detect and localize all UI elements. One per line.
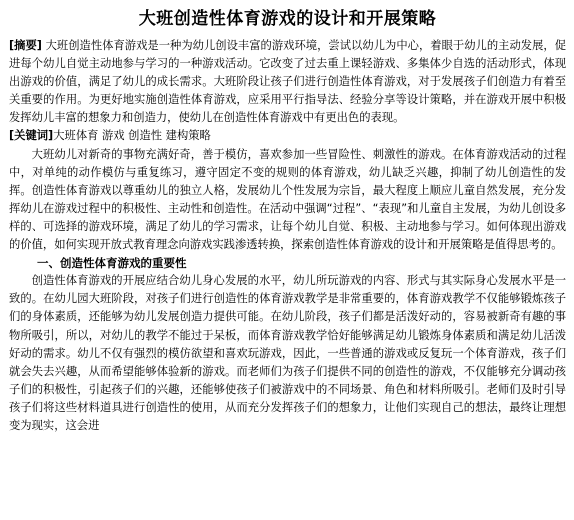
document-title: 大班创造性体育游戏的设计和开展策略 <box>138 9 437 29</box>
abstract-label: [摘要] <box>9 39 42 52</box>
keywords-text: 大班体育 游戏 创造性 建构策略 <box>53 129 211 143</box>
abstract-paragraph <box>9 37 566 127</box>
section-heading-importance: 一、创造性体育游戏的重要性 <box>37 256 187 271</box>
section-paragraph-importance: 创造性体育游戏的开展应结合幼儿身心发展的水平，幼儿所玩游戏的内容、形式与其实际身心发展水平是一致的。在幼儿园大班阶段，对孩子们进行创造性的体育游戏教学是非常重要的，体育游戏教学不仅能够锻炼孩子们的身体素质，还能够为幼儿发展创造力提供可能。在幼儿阶段，孩子们都是活泼好动的，容易被新奇有趣的事物所吸引，所以，对幼儿的教学不能过于呆板，而体育游戏教学恰好能够满足幼儿锻炼身体素质和满足幼儿活泼好动的需求。幼儿不仅有强烈的模仿欲望和喜欢玩游戏，因此，一些普通的游戏或反复玩一个体育游戏，孩子们就会失去兴趣，从而希望能够体验新的游戏。而老师们为孩子们提供不同的创造性的游戏，不仅能够充分调动孩子们的积极性，引起孩子们的兴趣，还能够使孩子们被游戏中的不同场景、角色和材料所吸引。老师们及时引导孩子们将这些材料道具进行创造性的使用，从而充分发挥孩子们的想象力，让他们实现自己的想法，最终让理想变为现实，这会进 <box>9 274 566 432</box>
keywords-label: [关键词] <box>9 129 54 143</box>
keywords-paragraph <box>9 127 566 145</box>
intro-paragraph: 大班幼儿对新奇的事物充满好奇，善于模仿，喜欢参加一些冒险性、刺激性的游戏。在体育游戏活动的过程中，对单纯的动作模仿与重复练习，遵守固定不变的规则的体育游戏，幼儿缺乏兴趣，抑制了幼儿创造性的发挥。创造性体育游戏以尊重幼儿的独立人格，发展幼儿个性发展为宗旨，最大程度上顺应儿童自然发展，充分发挥幼儿在游戏过程中的积极性、主动性和创造性。在活动中强调“过程”、“表现”和儿童自主发展，为幼儿创设多样的、可选择的游戏环境，满足了幼儿的学习需求，让每个幼儿自觉、积极、主动地参与学习。如何体现出游戏的价值，如何实现开放式教育理念向游戏实践渗透转换，探索创造性体育游戏的设计和开展策略是值得思考的。 <box>9 147 566 252</box>
abstract-text: 大班创造性体育游戏是一种为幼儿创设丰富的游戏环境，尝试以幼儿为中心，着眼于幼儿的主动发展，促进每个幼儿自觉主动地参与学习的一种游戏活动。它改变了过去重上课轻游戏、多集体少自选的活动形式，体现出游戏的价值，满足了幼儿的成长需求。大班阶段让孩子们进行创造性体育游戏，对于发展孩子们创造力有着至关重要的作用。为更好地实施创造性体育游戏，应采用平行指导法、经验分享等设计策略，并在游戏开展中积极发挥幼儿丰富的想象力和创造力，使幼儿在创造性体育游戏中有更出色的表现。 <box>9 39 567 125</box>
